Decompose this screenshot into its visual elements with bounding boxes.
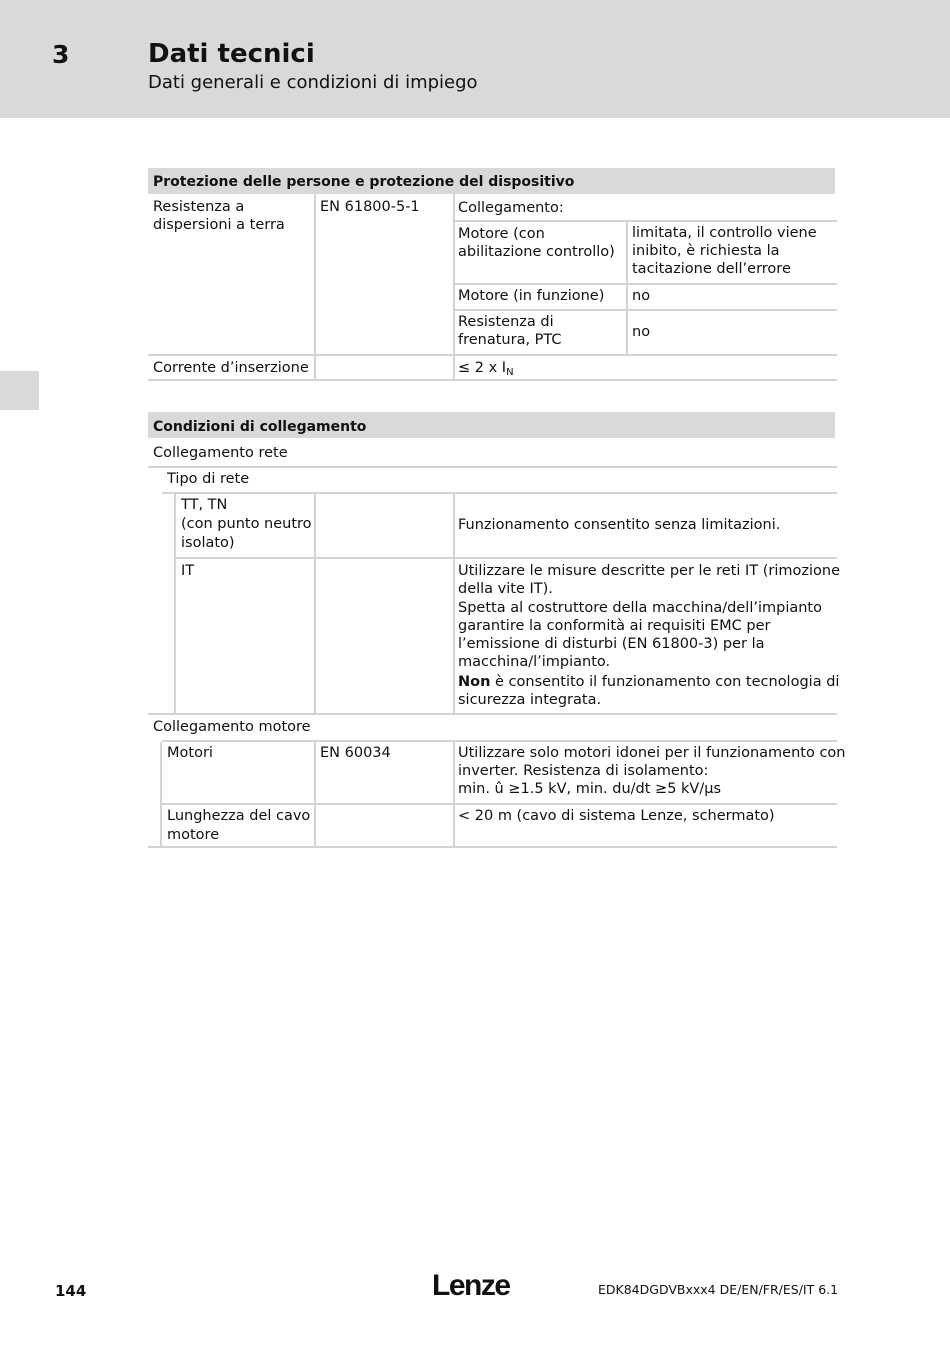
table-rule [453,742,455,846]
table-rule [174,494,176,713]
label-collegamento-rete: Collegamento rete [153,445,288,461]
document-code: EDK84DGDVBxxx4 DE/EN/FR/ES/IT 6.1 [598,1282,839,1297]
label-collegamento-motore: Collegamento motore [153,719,311,735]
label-lunghezza-cavo-1: Lunghezza del cavo [167,808,311,824]
standard-en60034: EN 60034 [320,745,391,761]
table-rule [148,713,837,715]
value-lunghezza-cavo: < 20 m (cavo di sistema Lenze, schermato) [458,808,775,824]
label-tt-tn-1: TT, TN [181,497,228,513]
table-rule [162,803,837,805]
label-tipo-di-rete: Tipo di rete [167,471,250,487]
label-it: IT [181,563,195,579]
lenze-logo-text: Lenze [432,1269,510,1300]
lenze-logo [432,1268,518,1300]
chapter-title: Dati tecnici [148,39,315,69]
value-corrente-inserzione: ≤ 2 x $I_N$ [458,360,514,378]
value-resistenza-frenatura: no [632,324,651,340]
table-rule [162,492,837,494]
value-motore-con-2: inibito, è richiesta la [632,243,780,259]
page-number: 144 [55,1282,87,1300]
label-resistenza-frenatura-2: frenatura, PTC [458,332,562,348]
value-it-8: sicurezza integrata. [458,692,602,708]
table-rule [148,846,837,848]
chapter-number: 3 [52,40,70,69]
table-rule [148,354,837,356]
label-motori: Motori [167,745,213,761]
value-it-2: della vite IT). [458,581,553,597]
value-tt-tn: Funzionamento consentito senza limitazioni. [458,517,781,533]
value-it-3: Spetta al costruttore della macchina/dell’impianto [458,600,822,616]
label-motore-con-1: Motore (con [458,226,545,242]
value-it-4: garantire la conformità ai requisiti EMC per [458,618,771,634]
value-motore-funzione: no [632,288,651,304]
table-rule [314,742,316,846]
value-it-6: macchina/l’impianto. [458,654,611,670]
value-motori-2: inverter. Resistenza di isolamento: [458,763,709,779]
section-title-protezione: Protezione delle persone e protezione del dispositivo [153,174,575,190]
label-resistenza-dispersioni-1: Resistenza a [153,199,245,215]
table-rule [160,742,162,846]
table-rule [453,494,455,713]
label-resistenza-dispersioni-2: dispersioni a terra [153,217,285,233]
value-motori-3: min. û ≥1.5 kV, min. du/dt ≥5 kV/µs [458,781,722,797]
value-motori-1: Utilizzare solo motori idonei per il funzionamento con [458,745,846,761]
standard-en61800: EN 61800-5-1 [320,199,420,215]
label-tt-tn-3: isolato) [181,535,235,551]
table-rule [455,309,837,311]
section-title-condizioni: Condizioni di collegamento [153,419,367,435]
label-motore-funzione: Motore (in funzione) [458,288,605,304]
value-it-1: Utilizzare le misure descritte per le reti IT (rimozione [458,563,840,579]
table-rule [148,466,837,468]
value-motore-con-1: limitata, il controllo viene [632,225,817,241]
label-collegamento: Collegamento: [458,200,564,216]
table-rule [314,194,316,381]
table-rule [162,740,837,742]
value-it-5: l’emissione di disturbi (EN 61800-3) per la [458,636,765,652]
label-tt-tn-2: (con punto neutro [181,516,312,532]
label-lunghezza-cavo-2: motore [167,827,220,843]
table-rule [453,194,455,381]
chapter-side-tab [0,371,39,410]
table-rule [314,494,316,713]
label-corrente-inserzione: Corrente d’inserzione [153,360,309,376]
label-motore-con-2: abilitazione controllo) [458,244,615,260]
table-rule [626,220,628,355]
table-rule [148,379,837,381]
value-it-7: Non è consentito il funzionamento con tecnologia di [458,674,840,690]
table-rule [455,283,837,285]
table-rule [455,220,837,222]
label-resistenza-frenatura-1: Resistenza di [458,314,554,330]
header-band [0,0,950,118]
table-rule [176,557,837,559]
value-motore-con-3: tacitazione dell’errore [632,261,791,277]
chapter-subtitle: Dati generali e condizioni di impiego [148,72,478,93]
